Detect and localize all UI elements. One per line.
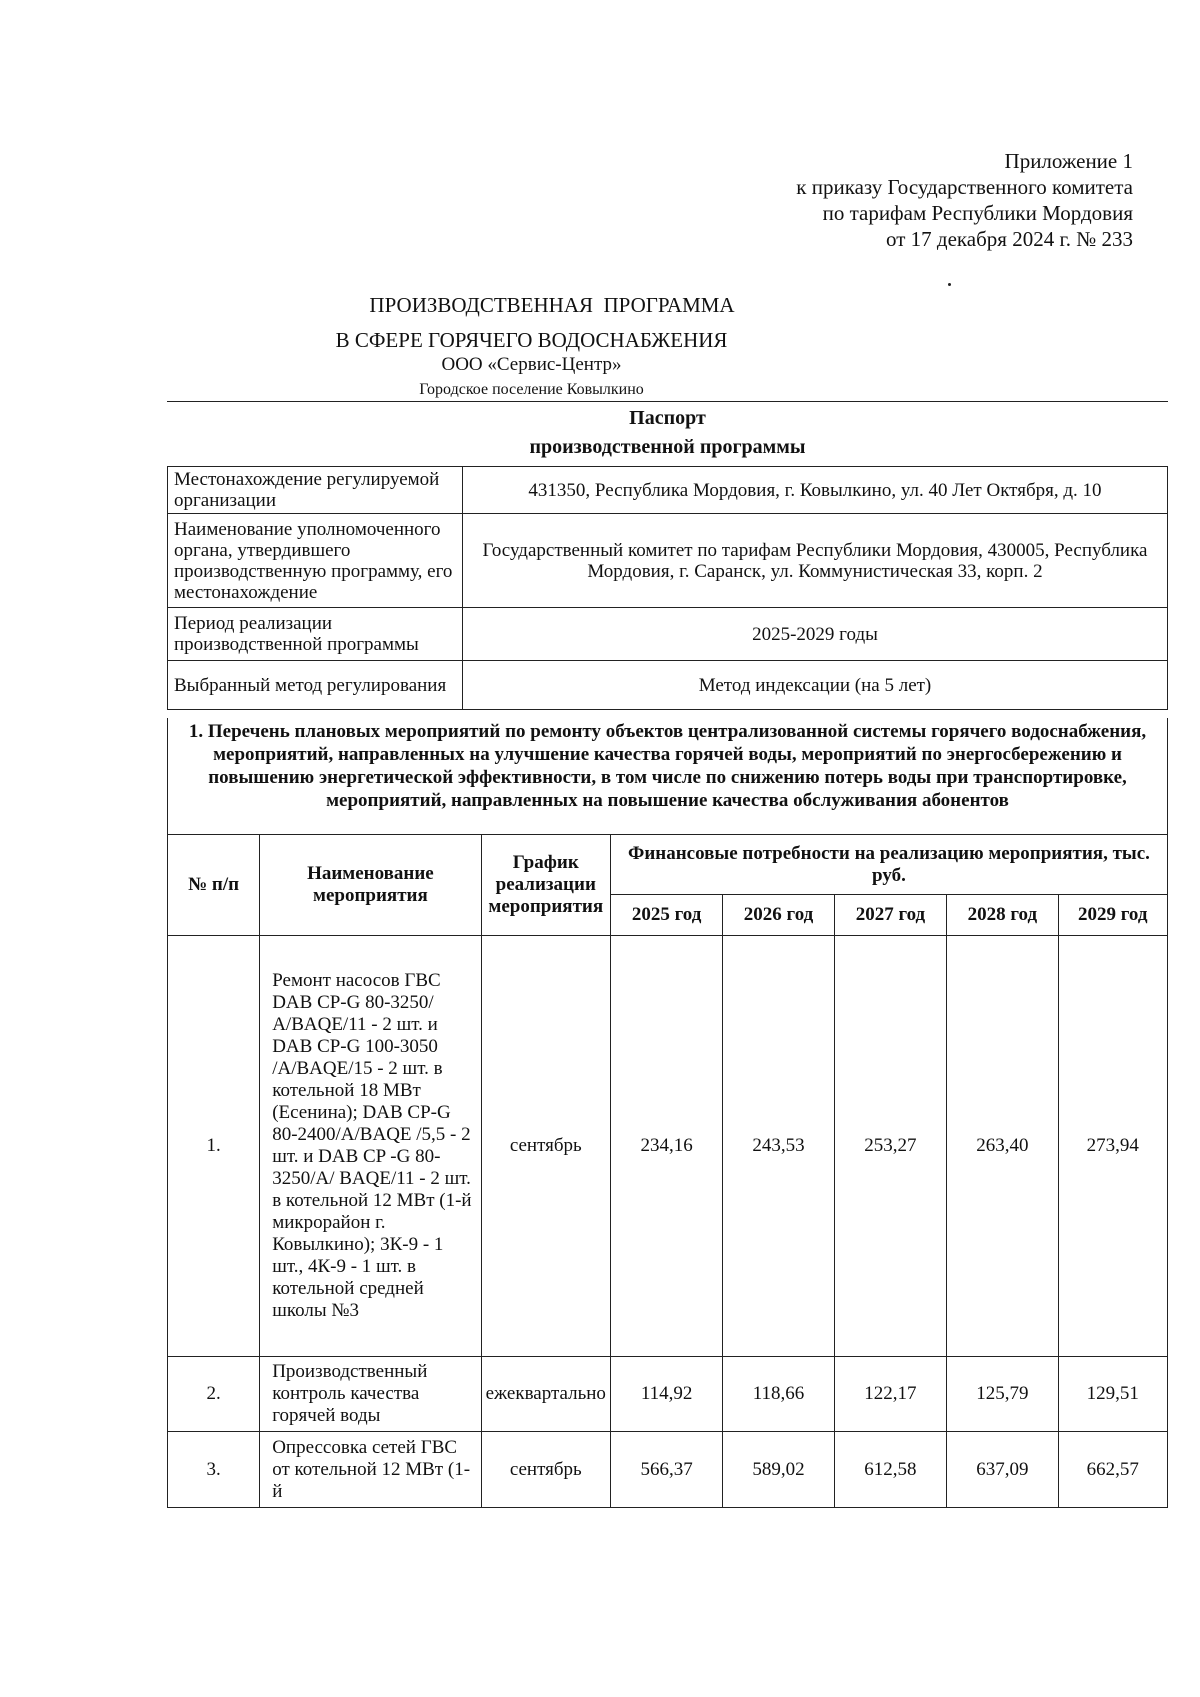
table-row bbox=[168, 936, 1168, 1357]
passport-value: 2025-2029 годы bbox=[463, 608, 1168, 661]
row-value: 273,94 bbox=[1058, 936, 1167, 1357]
row-schedule: сентябрь bbox=[481, 1432, 610, 1508]
passport-row bbox=[168, 608, 1168, 661]
passport-key: Наименование уполномоченного органа, утвердившего производственную программу, его местонахождение bbox=[168, 514, 463, 608]
row-num: 2. bbox=[168, 1357, 260, 1432]
row-value: 125,79 bbox=[947, 1357, 1058, 1432]
row-num: 1. bbox=[168, 936, 260, 1357]
appendix-line: к приказу Государственного комитета bbox=[796, 175, 1133, 199]
header-year: 2029 год bbox=[1058, 895, 1167, 936]
appendix-line: по тарифам Республики Мордовия bbox=[822, 201, 1133, 225]
row-value: 662,57 bbox=[1058, 1432, 1167, 1508]
table-row bbox=[168, 1432, 1168, 1508]
passport-value: Государственный комитет по тарифам Республики Мордовия, 430005, Республика Мордовия, г. Саранск, ул. Коммунистическая 33, корп. 2 bbox=[463, 514, 1168, 608]
appendix-line: Приложение 1 bbox=[1004, 149, 1133, 173]
appendix-line: от 17 декабря 2024 г. № 233 bbox=[886, 227, 1133, 251]
passport-value: 431350, Республика Мордовия, г. Ковылкино, ул. 40 Лет Октября, д. 10 bbox=[463, 467, 1168, 514]
row-value: 122,17 bbox=[834, 1357, 946, 1432]
table-row bbox=[168, 1357, 1168, 1432]
row-value: 263,40 bbox=[947, 936, 1058, 1357]
header-schedule: График реализации мероприятия bbox=[481, 835, 610, 936]
program-subtitle: В СФЕРЕ ГОРЯЧЕГО ВОДОСНАБЖЕНИЯ bbox=[335, 328, 728, 352]
header-num: № п/п bbox=[168, 835, 260, 936]
passport-title: Паспорт bbox=[629, 407, 706, 429]
row-value: 612,58 bbox=[834, 1432, 946, 1508]
header-year: 2025 год bbox=[610, 895, 722, 936]
header-year: 2028 год bbox=[947, 895, 1058, 936]
row-value: 118,66 bbox=[723, 1357, 834, 1432]
appendix-block bbox=[613, 148, 1133, 252]
scan-dot bbox=[948, 283, 951, 286]
row-name: Ремонт насосов ГВС DAB CP-G 80-3250/ A/BAQE/11 - 2 шт. и DAB CP-G 100-3050 /A/BAQE/15 - 2 шт. в котельной 18 МВт (Есенина); DAB CP-G 80-2400/A/BAQE /5,5 - 2 шт. и DAB CP -G 80-3250/A/ BAQE/11 - 2 шт. в котельной 12 МВт (1-й микрорайон г. Ковылкино); 3К-9 - 1 шт., 4К-9 - 1 шт. в котельной средней школы №3 bbox=[260, 936, 481, 1357]
header-year: 2027 год bbox=[834, 895, 946, 936]
passport-key: Период реализации производственной программы bbox=[168, 608, 463, 661]
program-title: ПРОИЗВОДСТВЕННАЯ ПРОГРАММА bbox=[369, 293, 735, 317]
row-schedule: ежеквартально bbox=[481, 1357, 610, 1432]
table-header-row bbox=[168, 835, 1168, 895]
passport-subtitle: производственной программы bbox=[529, 436, 806, 458]
passport-value: Метод индексации (на 5 лет) bbox=[463, 661, 1168, 710]
row-value: 114,92 bbox=[610, 1357, 722, 1432]
header-year: 2026 год bbox=[723, 895, 834, 936]
row-value: 253,27 bbox=[834, 936, 946, 1357]
organization-name: ООО «Сервис-Центр» bbox=[441, 354, 622, 375]
events-table bbox=[167, 834, 1168, 1508]
row-num: 3. bbox=[168, 1432, 260, 1508]
passport-row bbox=[168, 467, 1168, 514]
passport-table bbox=[167, 466, 1168, 710]
divider bbox=[167, 401, 1168, 402]
section-1-heading: 1. Перечень плановых мероприятий по ремонту объектов централизованной системы горячего водоснабжения, мероприятий, направленных на улучшение качества горячей воды, мероприятий по энергосбережению и повышению энергетической эффективности, в том числе по снижению потерь воды при транспортировке, мероприятий, направленных на повышение качества обслуживания абонентов bbox=[167, 718, 1168, 834]
row-value: 566,37 bbox=[610, 1432, 722, 1508]
passport-key: Местонахождение регулируемой организации bbox=[168, 467, 463, 514]
passport-key: Выбранный метод регулирования bbox=[168, 661, 463, 710]
settlement-name: Городское поселение Ковылкино bbox=[419, 381, 644, 398]
passport-row bbox=[168, 514, 1168, 608]
passport-heading bbox=[167, 404, 1168, 462]
row-schedule: сентябрь bbox=[481, 936, 610, 1357]
row-value: 637,09 bbox=[947, 1432, 1058, 1508]
row-name: Опрессовка сетей ГВС от котельной 12 МВт (1-й bbox=[260, 1432, 481, 1508]
header-name: Наименование мероприятия bbox=[260, 835, 481, 936]
row-value: 589,02 bbox=[723, 1432, 834, 1508]
passport-row bbox=[168, 661, 1168, 710]
row-name: Производственный контроль качества горячей воды bbox=[260, 1357, 481, 1432]
row-value: 129,51 bbox=[1058, 1357, 1167, 1432]
header-finance: Финансовые потребности на реализацию мероприятия, тыс. руб. bbox=[610, 835, 1167, 895]
row-value: 243,53 bbox=[723, 936, 834, 1357]
row-value: 234,16 bbox=[610, 936, 722, 1357]
